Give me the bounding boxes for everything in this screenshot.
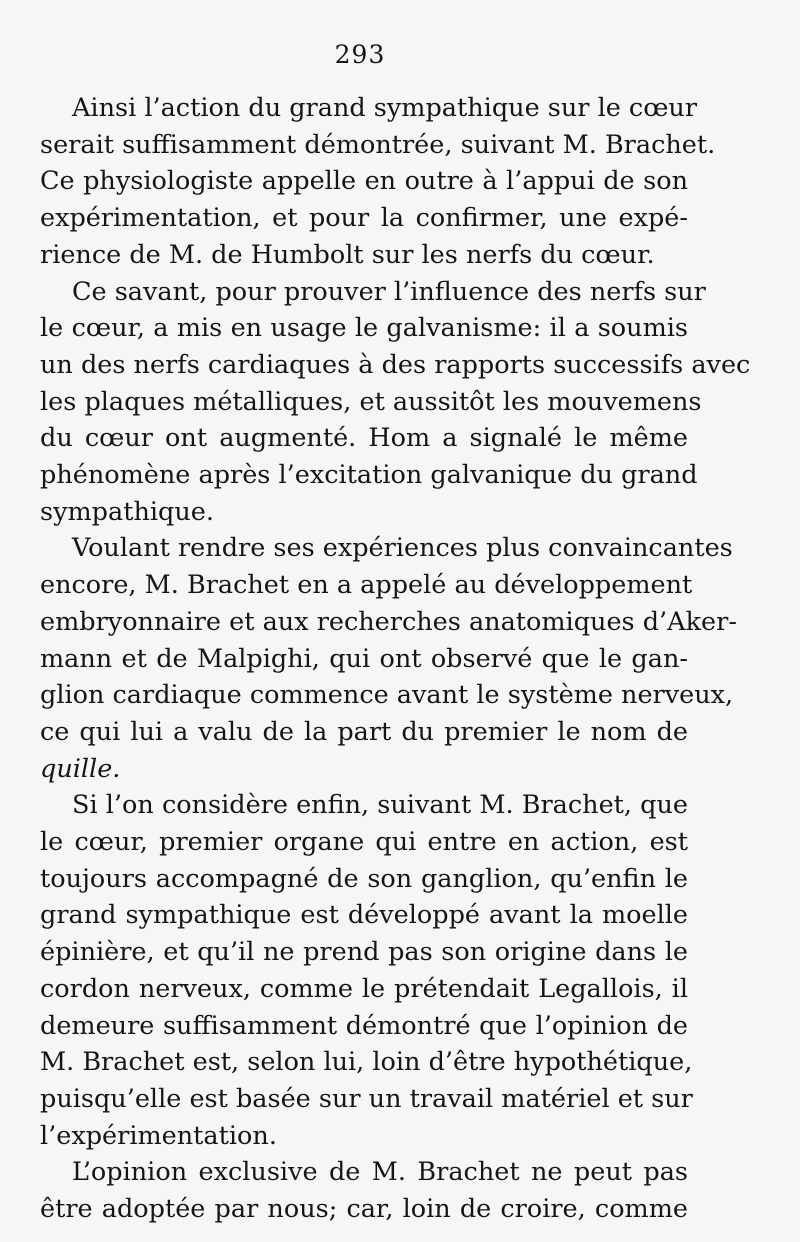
text-line: M. Brachet est, selon lui, loin d’être hypothétique,	[40, 1047, 693, 1078]
text-line: sympathique.	[40, 496, 214, 527]
text-line	[40, 751, 688, 788]
text-line: Ce physiologiste appelle en outre à l’appui de son	[40, 166, 688, 197]
text-line: demeure suffisamment démontré que l’opinion de	[40, 1010, 688, 1041]
text-line: ce qui lui a valu de la part du premier le nom de	[40, 716, 688, 747]
text-line: embryonnaire et aux recherches anatomiques d’Aker-	[40, 606, 737, 637]
text-line: Ainsi l’action du grand sympathique sur le cœur	[72, 93, 698, 123]
text-line: le cœur, a mis en usage le galvanisme: il a soumis	[40, 313, 688, 344]
text-line: glion cardiaque commence avant le système nerveux,	[40, 680, 734, 711]
text-line: toujours accompagné de son ganglion, qu’enfin le	[40, 863, 688, 894]
text-line: être adoptée par nous; car, loin de croire, comme	[40, 1194, 688, 1225]
body-text	[40, 90, 751, 1228]
italic-word: quille.	[40, 753, 121, 784]
text-line: épinière, et qu’il ne prend pas son origine dans le	[40, 937, 688, 968]
paragraph	[40, 90, 716, 274]
page-number: 293	[334, 40, 386, 69]
paragraph	[40, 1154, 688, 1227]
text-line: Ce savant, pour prouver l’influence des nerfs sur	[72, 276, 706, 307]
text-line: du cœur ont augmenté. Hom a signalé le même	[40, 423, 688, 454]
text-line: un des nerfs cardiaques à des rapports successifs avec	[40, 349, 751, 380]
text-line: encore, M. Brachet en a appelé au développement	[40, 570, 693, 601]
text-line: les plaques métalliques, et aussitôt les mouvemens	[40, 386, 702, 417]
text-line: L’opinion exclusive de M. Brachet ne peut pas	[72, 1157, 688, 1188]
text-line: l’expérimentation.	[40, 1120, 277, 1151]
text-line: Voulant rendre ses expériences plus convaincantes	[72, 533, 733, 564]
paragraph	[40, 530, 737, 787]
text-line: rience de M. de Humbolt sur les nerfs du cœur.	[40, 239, 655, 270]
text-line: puisqu’elle est basée sur un travail matériel et sur	[40, 1083, 693, 1114]
text-line: Si l’on considère enfin, suivant M. Brachet, que	[72, 790, 688, 821]
text-line: serait suffisamment démontrée, suivant M. Brachet.	[40, 129, 716, 160]
text-line: grand sympathique est développé avant la moelle	[40, 900, 688, 931]
text-line: le cœur, premier organe qui entre en action, est	[40, 827, 688, 858]
text-line: phénomène après l’excitation galvanique du grand	[40, 460, 698, 491]
text-line: cordon nerveux, comme le prétendait Legallois, il	[40, 973, 688, 1004]
paragraph	[40, 274, 751, 531]
text-line: expérimentation, et pour la confirmer, une expé-	[40, 203, 688, 234]
paragraph	[40, 787, 693, 1154]
text-line: mann et de Malpighi, qui ont observé que le gan-	[40, 643, 688, 674]
